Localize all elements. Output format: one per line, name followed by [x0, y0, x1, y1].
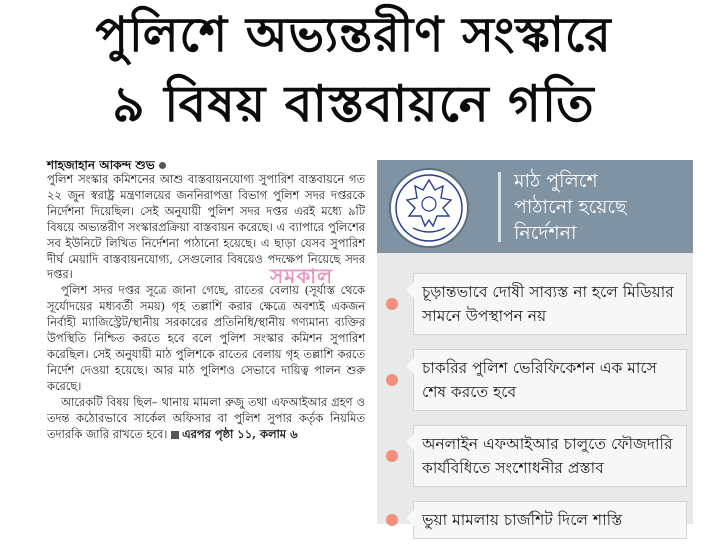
headline-line-1: পুলিশে অভ্যন্তরীণ সংস্কারে: [95, 7, 612, 63]
sidebar-box: [377, 160, 693, 529]
article-body: [47, 172, 365, 442]
bullet-icon: [386, 374, 398, 386]
sidebar-header: [377, 160, 693, 253]
police-logo-icon: [389, 168, 469, 248]
watermark: সমকাল: [270, 264, 334, 288]
list-item: অনলাইন এফআইআর চালুতে ফৌজদারি কার্যবিধিতে সংশোধনীর প্রস্তাব: [413, 425, 687, 487]
square-bullet-icon: [171, 431, 179, 439]
list-item: চাকরির পুলিশ ভেরিফিকেশন এক মাসে শেষ করতে হবে: [413, 349, 687, 411]
header-divider: [498, 172, 501, 242]
article-paragraph: আরেকটি বিষয় ছিল– থানায় মামলা রুজু তথা এফআইআর গ্রহণ ও তদন্ত কঠোরভাবে সার্কেল অফিসার বা পুলিশ সুপার কর্তৃক নিয়মিত তদারকি জারি রাখতে হবে। এরপর পৃষ্ঠা ১১, কলাম ৬: [47, 394, 365, 441]
author-name: শাহজাহান আকন্দ শুভ: [47, 158, 155, 172]
headline: [0, 2, 707, 140]
list-item: ভুয়া মামলায় চার্জশিট দিলে শাস্তি: [413, 501, 687, 539]
list-item: চূড়ান্তভাবে দোষী সাব্যস্ত না হলে মিডিয়ার সামনে উপস্থাপন নয়: [413, 273, 687, 335]
article-paragraph: পুলিশ সদর দপ্তর সূত্রে জানা গেছে, রাতের বেলায় (সূর্যাস্ত থেকে সূর্যোদয়ের মধ্যবর্তী সময়) গৃহ তল্লাশি করার ক্ষেত্রে অবশ্যই একজন নির্বাহী ম্যাজিস্ট্রেট/স্থানীয় সরকারের প্রতিনিধি/স্থানীয় গণ্যমান্য ব্যক্তির উপস্থিতি নিশ্চিত করতে হবে বলে পুলিশ সংস্কার কমিশন সুপারিশ করেছিল। সেই অনুযায়ী মাঠ পুলিশকে রাতের বেলায় গৃহ তল্লাশি করতে নির্দেশ দেওয়া হয়েছে। আর মাঠ পুলিশও সেভাবে দায়িত্ব পালন শুরু করেছে।: [47, 283, 365, 393]
headline-line-2: ৯ বিষয় বাস্তবায়নে গতি: [112, 75, 595, 133]
continuation-note[interactable]: এরপর পৃষ্ঠা ১১, কলাম ৬: [171, 427, 298, 441]
bullet-icon: [386, 450, 398, 462]
article-paragraph: পুলিশ সংস্কার কমিশনের আশু বাস্তবায়নযোগ্য সুপারিশ বাস্তবায়নে গত ২২ জুন স্বরাষ্ট্র মন্ত্রণালয়ের জননিরাপত্তা বিভাগ পুলিশ সদর দপ্তরকে নির্দেশনা দিয়েছিল। সেই অনুযায়ী পুলিশ সদর দপ্তর এরই মধ্যে ৯টি বিষয়ে অভ্যন্তরীণ সংস্কারপ্রক্রিয়া বাস্তবায়ন করেছে। এ ব্যাপারে পুলিশের সব ইউনিটে লিখিত নির্দেশনা পাঠানো হয়েছে। এ ছাড়া যেসব সুপারিশ দীর্ঘ মেয়াদি বাস্তবায়নযোগ্য, সেগুলোর বিষয়েও পদক্ষেপ নিয়েছে সদর দপ্তর।: [47, 172, 365, 282]
bullet-icon: [386, 298, 398, 310]
bullet-icon: [386, 514, 398, 526]
byline-dot-icon: [159, 162, 166, 169]
directive-list: [377, 273, 693, 553]
sidebar-title: মাঠ পুলিশে পাঠানো হয়েছে নির্দেশনা: [514, 170, 627, 244]
